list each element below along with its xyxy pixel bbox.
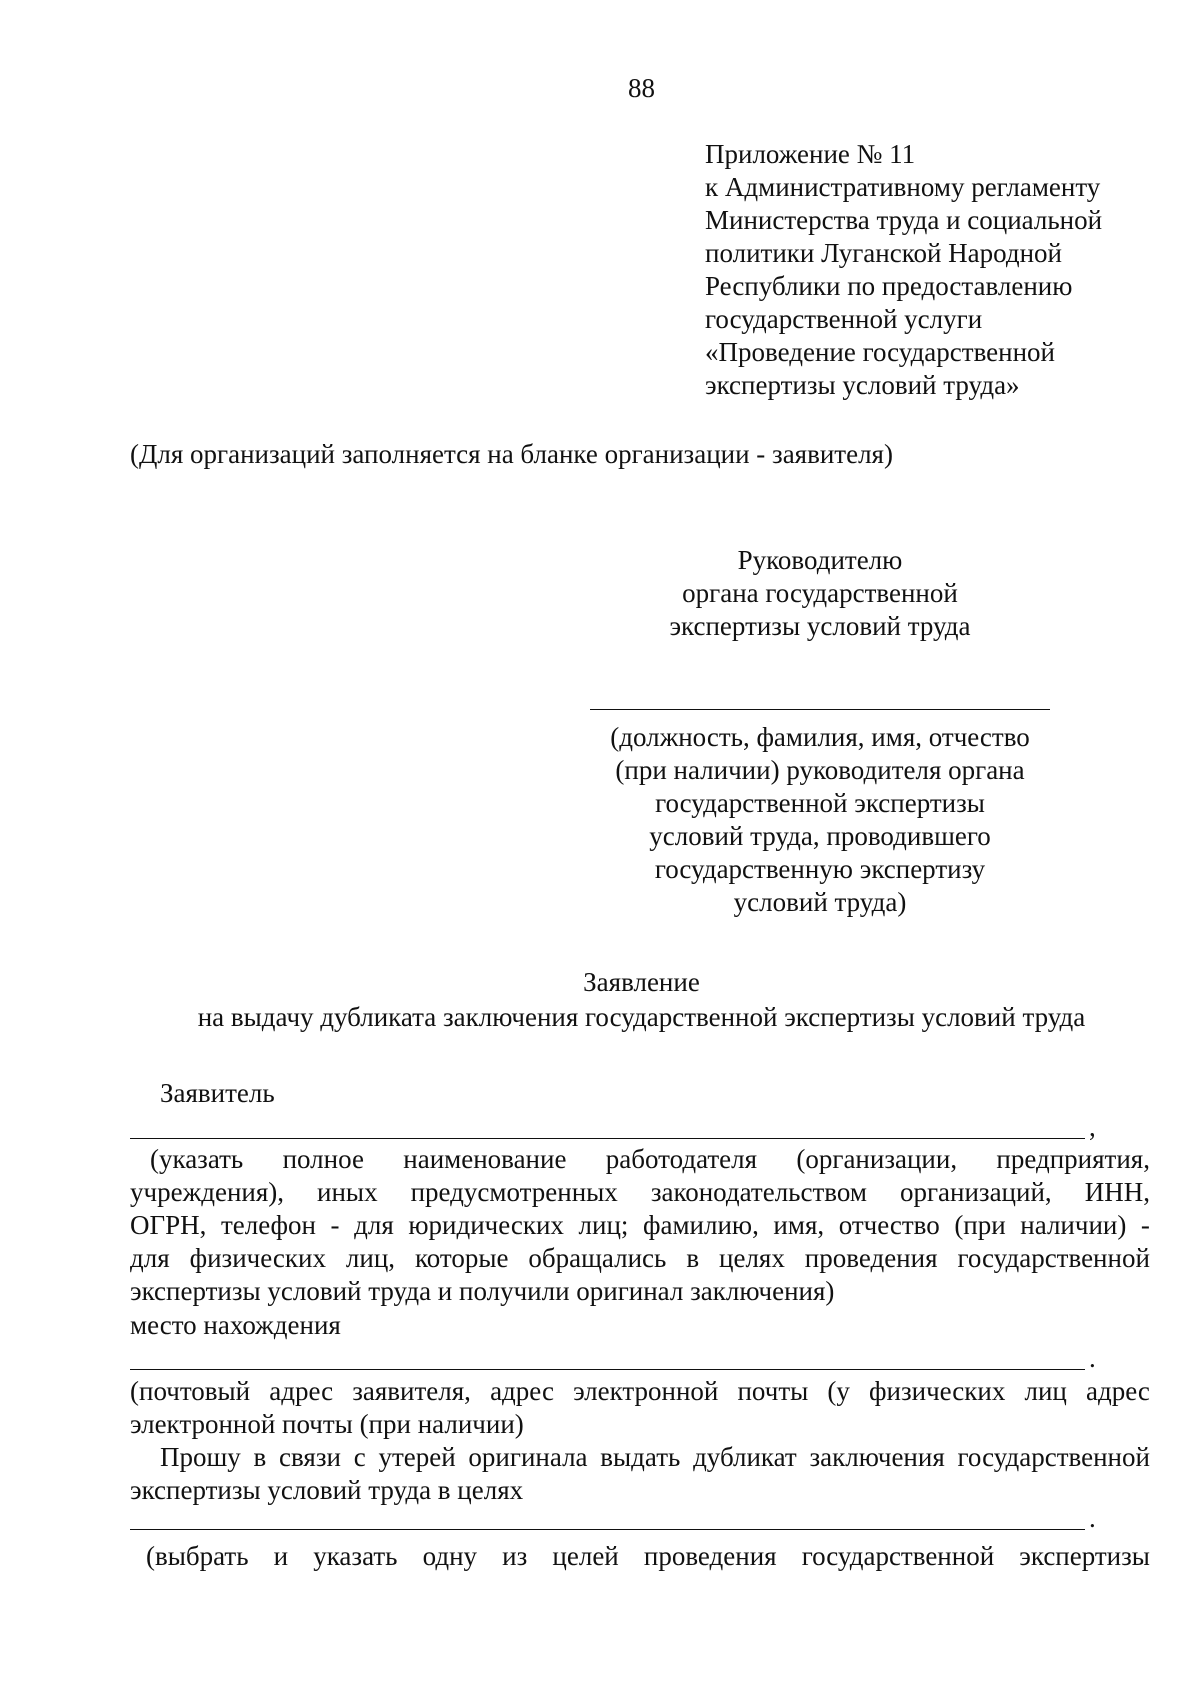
- word: законодательством: [650, 1177, 867, 1207]
- addressee-fill-line[interactable]: [590, 709, 1050, 710]
- word: целях: [719, 1243, 785, 1273]
- word: почты: [737, 1376, 809, 1406]
- applicant-hint-line: [130, 1209, 1150, 1242]
- word: юридических: [408, 1210, 564, 1240]
- word: указать: [313, 1541, 398, 1571]
- word: электронной: [573, 1376, 719, 1406]
- word: лиц: [1024, 1376, 1067, 1406]
- applicant-hint-line: экспертизы условий труда и получили оригинал заключения): [130, 1276, 835, 1306]
- applicant-hint-line: [130, 1143, 1150, 1176]
- appendix-line: Республики по предоставлению: [705, 271, 1073, 301]
- word: организаций,: [899, 1177, 1052, 1207]
- purpose-hint-line: [130, 1540, 1150, 1573]
- word: физических: [869, 1376, 1006, 1406]
- word: (почтовый: [130, 1376, 251, 1406]
- word: заявителя,: [352, 1376, 471, 1406]
- word: оригинала: [468, 1442, 588, 1472]
- appendix-line: экспертизы условий труда»: [705, 370, 1020, 400]
- word: экспертизы: [1019, 1541, 1150, 1571]
- appendix-line: государственной услуги: [705, 304, 983, 334]
- purpose-fill-line[interactable]: [130, 1529, 1085, 1530]
- word: наличии): [1020, 1210, 1127, 1240]
- addressee-line: органа государственной: [682, 578, 958, 608]
- applicant-label: Заявитель: [160, 1078, 275, 1108]
- word: иных: [317, 1177, 378, 1207]
- blank-note: (Для организаций заполняется на бланке организации - заявителя): [130, 439, 893, 469]
- applicant-hint: [130, 1143, 1150, 1308]
- word: проведения: [804, 1243, 938, 1273]
- word: лиц;: [578, 1210, 629, 1240]
- word: с: [353, 1442, 366, 1472]
- word: Прошу: [160, 1442, 241, 1472]
- appendix-line: «Проведение государственной: [705, 337, 1055, 367]
- appendix-line: Министерства труда и социальной: [705, 205, 1103, 235]
- word: целей: [552, 1541, 619, 1571]
- request-line: экспертизы условий труда в целях: [130, 1475, 524, 1505]
- word: государственной: [801, 1541, 995, 1571]
- word: из: [502, 1541, 528, 1571]
- word: полное: [282, 1144, 364, 1174]
- addressee-hint-line: государственной экспертизы: [655, 788, 985, 818]
- location-hint-line: [130, 1375, 1150, 1408]
- word: обращались: [528, 1243, 667, 1273]
- word: государственной: [957, 1243, 1150, 1273]
- word: предприятия,: [996, 1144, 1150, 1174]
- purpose-hint: [130, 1540, 1150, 1573]
- word: для: [354, 1210, 394, 1240]
- purpose-line-end: .: [1089, 1503, 1096, 1533]
- word: работодателя: [605, 1144, 758, 1174]
- addressee-line: экспертизы условий труда: [669, 611, 971, 641]
- addressee-hint-line: государственную экспертизу: [654, 854, 986, 884]
- word: адрес: [1086, 1376, 1150, 1406]
- appendix-line: политики Луганской Народной: [705, 238, 1062, 268]
- word: дубликат: [693, 1442, 797, 1472]
- word: заключения: [809, 1442, 945, 1472]
- word: отчество: [838, 1210, 940, 1240]
- word: в: [253, 1442, 267, 1472]
- request-paragraph: [130, 1441, 1150, 1507]
- word: адрес: [269, 1376, 334, 1406]
- word: и: [273, 1541, 289, 1571]
- word: (выбрать: [146, 1541, 249, 1571]
- word: телефон: [220, 1210, 316, 1240]
- word: учреждения),: [130, 1177, 284, 1207]
- word: (организации,: [796, 1144, 958, 1174]
- addressee-hint-line: условий труда): [733, 887, 907, 917]
- word: в: [686, 1243, 700, 1273]
- word: -: [1140, 1210, 1150, 1240]
- word: ОГРН,: [130, 1210, 207, 1240]
- location-hint-line: электронной почты (при наличии): [130, 1409, 524, 1439]
- location-line-end: .: [1089, 1343, 1096, 1373]
- document-subtitle: на выдачу дубликата заключения государственной экспертизы условий труда: [197, 1002, 1086, 1032]
- word: адрес: [490, 1376, 554, 1406]
- page-number: 88: [628, 73, 655, 103]
- location-label: место нахождения: [130, 1310, 341, 1340]
- applicant-fill-line[interactable]: [130, 1138, 1085, 1139]
- word: -: [330, 1210, 340, 1240]
- addressee-hint: [590, 721, 1050, 919]
- word: утерей: [378, 1442, 456, 1472]
- location-hint: [130, 1375, 1150, 1441]
- word: (при: [954, 1210, 1006, 1240]
- applicant-hint-line: [130, 1176, 1150, 1209]
- word: которые: [414, 1243, 509, 1273]
- addressee-hint-line: (должность, фамилия, имя, отчество: [610, 722, 1030, 752]
- addressee-block: [600, 544, 1040, 643]
- word: имя,: [773, 1210, 825, 1240]
- appendix-line: к Административному регламенту: [705, 172, 1101, 202]
- appendix-block: [705, 138, 1102, 402]
- word: лиц,: [345, 1243, 396, 1273]
- appendix-line: Приложение № 11: [705, 139, 916, 169]
- applicant-hint-line: [130, 1242, 1150, 1275]
- word: государственной: [957, 1442, 1150, 1472]
- word: проведения: [643, 1541, 777, 1571]
- word: (у: [827, 1376, 850, 1406]
- word: выдать: [600, 1442, 681, 1472]
- word: фамилию,: [642, 1210, 759, 1240]
- addressee-hint-line: условий труда, проводившего: [649, 821, 991, 851]
- word: предусмотренных: [410, 1177, 618, 1207]
- word: (указать: [150, 1144, 244, 1174]
- addressee-line: Руководителю: [737, 545, 903, 575]
- location-fill-line[interactable]: [130, 1369, 1085, 1370]
- request-line: [130, 1441, 1150, 1474]
- document-heading: Заявление: [583, 967, 700, 997]
- word: связи: [279, 1442, 341, 1472]
- addressee-hint-line: (при наличии) руководителя органа: [615, 755, 1025, 785]
- word: для: [130, 1243, 170, 1273]
- word: одну: [422, 1541, 478, 1571]
- applicant-line-end: ,: [1089, 1112, 1096, 1142]
- word: физических: [189, 1243, 326, 1273]
- word: ИНН,: [1084, 1177, 1150, 1207]
- word: наименование: [403, 1144, 567, 1174]
